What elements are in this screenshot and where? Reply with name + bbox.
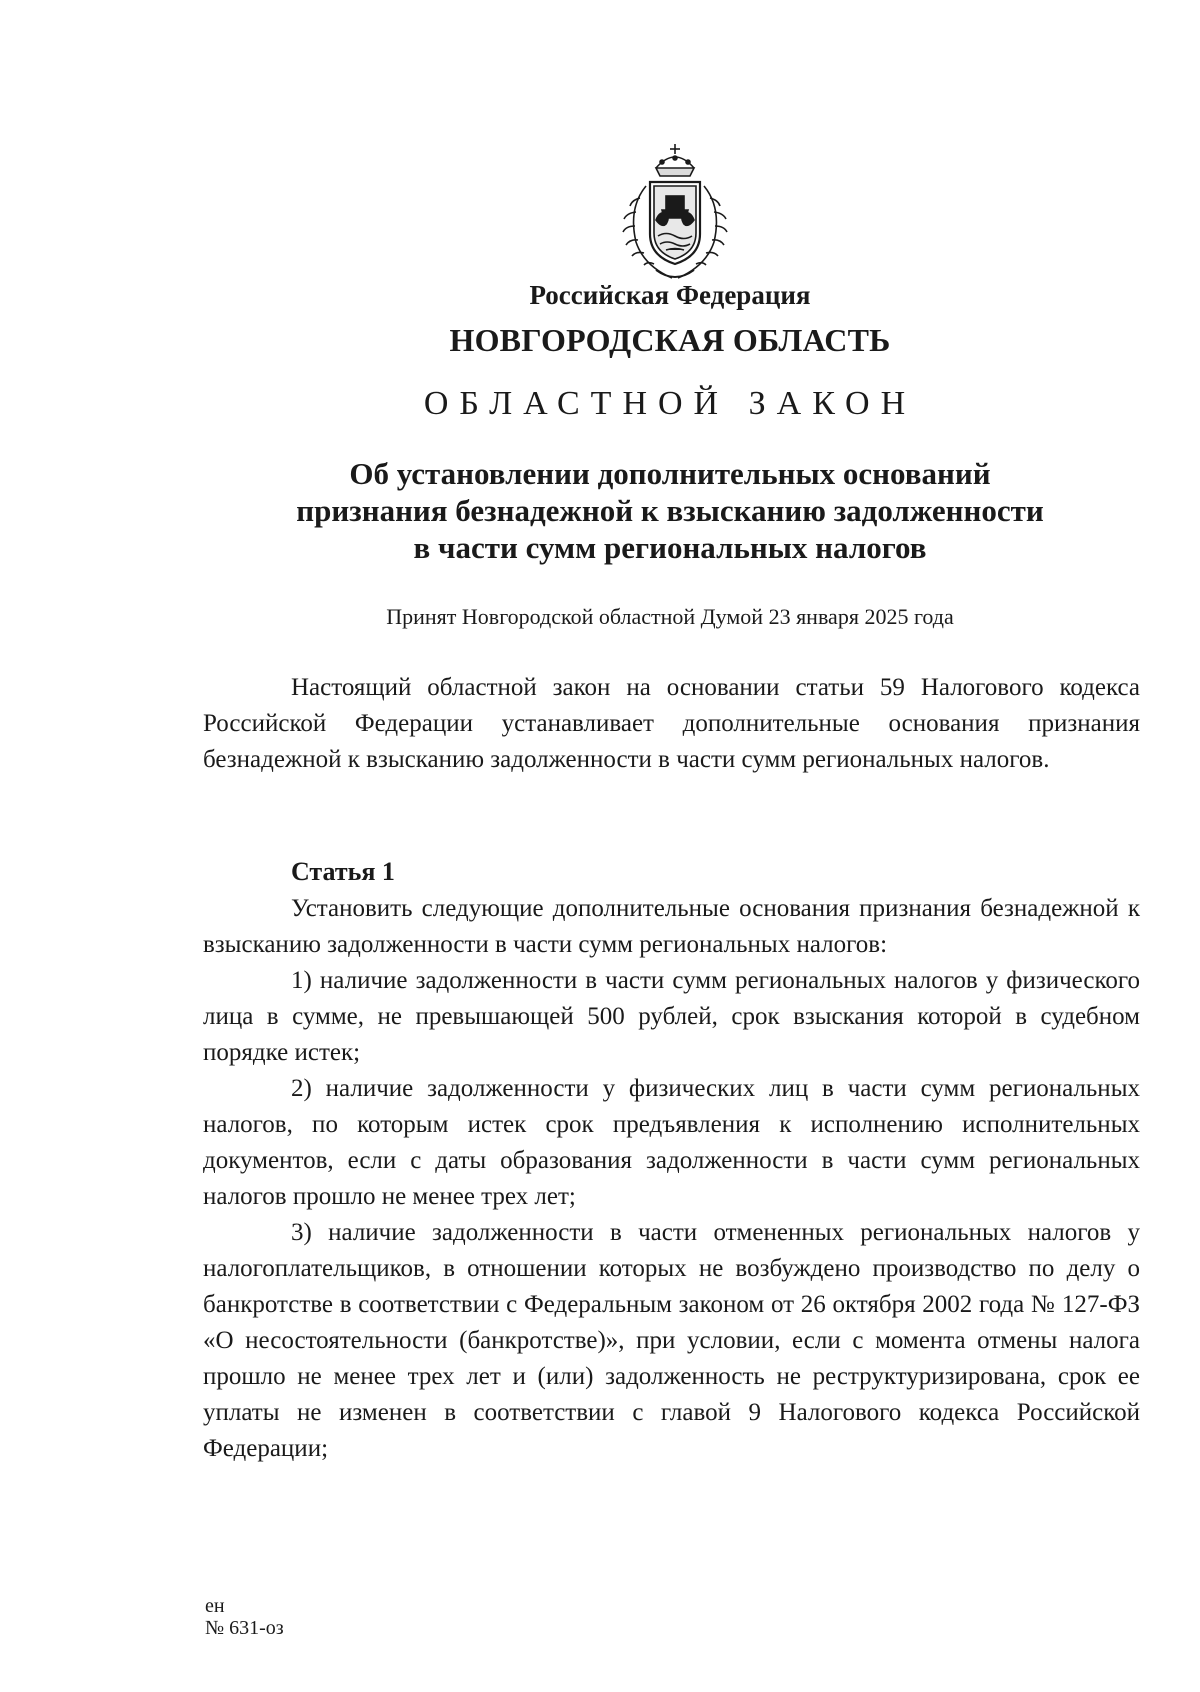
article-body	[203, 891, 1140, 1467]
novgorod-coat-of-arms-icon	[600, 138, 750, 288]
article-heading: Статья 1	[291, 857, 395, 886]
article-paragraph: Установить следующие дополнительные основания признания безнадежной к взысканию задолженности в части сумм региональных налогов:	[203, 895, 1140, 958]
footer-doc-number: № 631-оз	[205, 1617, 284, 1639]
law-title	[250, 455, 1090, 566]
footer-note	[205, 1595, 284, 1639]
law-title-line: Об установлении дополнительных оснований	[349, 456, 991, 491]
article-item-2: 2) наличие задолженности у физических лиц в части сумм региональных налогов, по которым истек срок предъявления к исполнению исполнительных документов, если с даты образования задолженности в части сумм региональных налогов прошло не менее трех лет;	[203, 1075, 1140, 1210]
article-item-1: 1) наличие задолженности в части сумм региональных налогов у физического лица в сумме, не превышающей 500 рублей, срок взыскания которой в судебном порядке истек;	[203, 967, 1140, 1066]
preamble-paragraph: Настоящий областной закон на основании статьи 59 Налогового кодекса Российской Федерации устанавливает дополнительные основания признания безнадежной к взысканию задолженности в части сумм региональных налогов.	[203, 674, 1140, 773]
law-title-line: в части сумм региональных налогов	[413, 530, 927, 565]
country-heading: Российская Федерация	[529, 280, 811, 310]
footer-initials: ен	[205, 1595, 225, 1617]
article-item-3: 3) наличие задолженности в части отмененных региональных налогов у налогоплательщиков, в отношении которых не возбуждено производство по делу о банкротстве в соответствии с Федеральным законом от 26 октября 2002 года № 127-ФЗ «О несостоятельности (банкротстве)», при условии, если с момента отмены налога прошло не менее трех лет и (или) задолженность не реструктуризирована, срок ее уплаты не изменен в соответствии с главой 9 Налогового кодекса Российской Федерации;	[203, 1219, 1140, 1462]
law-kind-heading: ОБЛАСТНОЙ ЗАКОН	[423, 385, 917, 422]
preamble	[203, 670, 1140, 778]
adoption-note: Принят Новгородской областной Думой 23 января 2025 года	[386, 604, 954, 629]
law-title-line: признания безнадежной к взысканию задолженности	[296, 493, 1044, 528]
region-heading: НОВГОРОДСКАЯ ОБЛАСТЬ	[449, 322, 891, 358]
